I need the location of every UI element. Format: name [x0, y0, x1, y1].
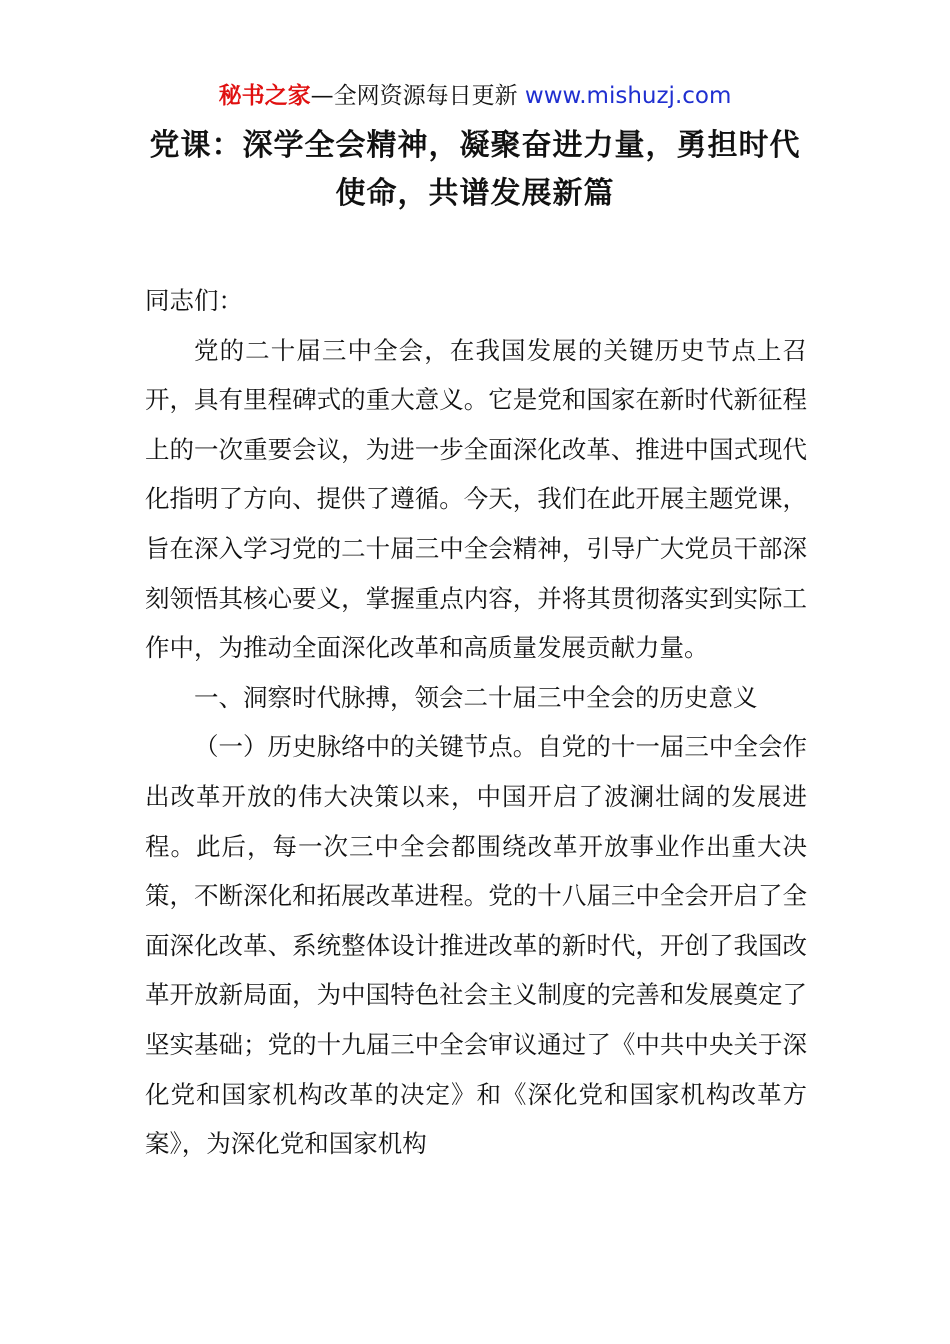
- site-header: [0, 80, 950, 112]
- document-title: 党课：深学全会精神，凝聚奋进力量，勇担时代使命，共谱发展新篇: [149, 128, 801, 211]
- site-url-link[interactable]: www.mishuzj.com: [524, 83, 732, 109]
- section-heading: 一、洞察时代脉搏，领会二十届三中全会的历史意义: [194, 682, 758, 712]
- body-paragraph: （一）历史脉络中的关键节点。自党的十一届三中全会作出改革开放的伟大决策以来，中国开启了波澜壮阔的发展进程。此后，每一次三中全会都围绕改革开放事业作出重大决策，不断深化和拓展改革进程。党的十八届三中全会开启了全面深化改革、系统整体设计推进改革的新时代，开创了我国改革开放新局面，为中国特色社会主义制度的完善和发展奠定了坚实基础；党的十九届三中全会审议通过了《中共中央关于深化党和国家机构改革的决定》和《深化党和国家机构改革方案》，为深化党和国家机构: [145, 732, 807, 1159]
- body-paragraph: 党的二十届三中全会，在我国发展的关键历史节点上召开，具有里程碑式的重大意义。它是党和国家在新时代新征程上的一次重要会议，为进一步全面深化改革、推进中国式现代化指明了方向、提供了遵循。今天，我们在此开展主题党课，旨在深入学习党的二十届三中全会精神，引导广大党员干部深刻领悟其核心要义，掌握重点内容，并将其贯彻落实到实际工作中，为推动全面深化改革和高质量发展贡献力量。: [145, 335, 807, 663]
- salutation: 同志们：: [145, 286, 243, 315]
- header-tagline: —全网资源每日更新: [310, 83, 525, 109]
- document-body: [145, 276, 807, 1169]
- brand-name: 秘书之家: [218, 83, 311, 109]
